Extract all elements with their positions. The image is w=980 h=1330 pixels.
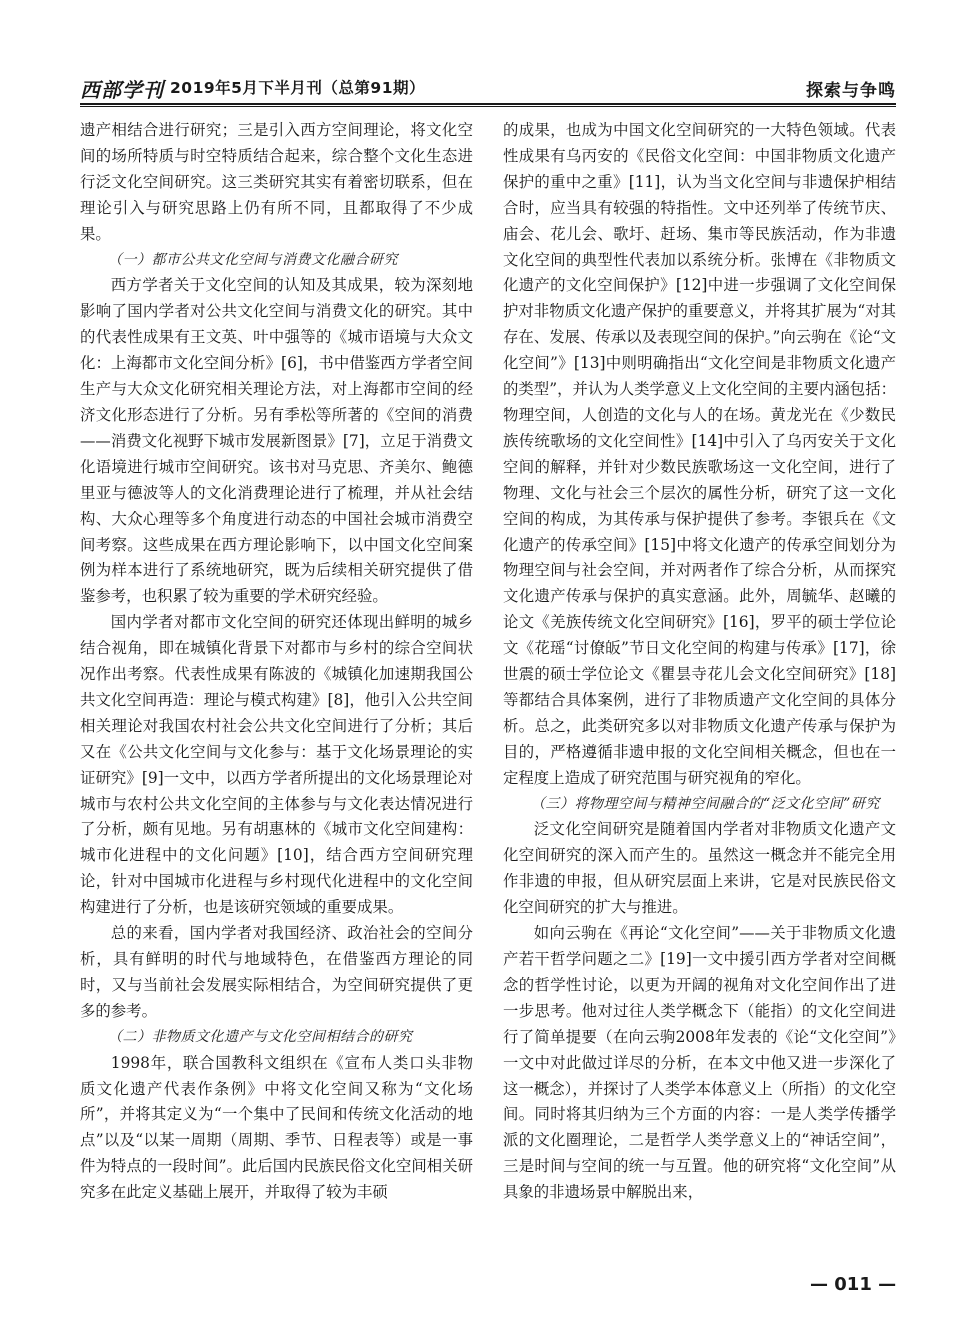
body-paragraph: 1998年，联合国教科文组织在《宣布人类口头非物质文化遗产代表作条例》中将文化空间又称为“文化场所”，并将其定义为“一个集中了民间和传统文化活动的地点”以及“以某一周期（周期、季节、日程表等）或是一事件为特点的一段时间”。此后国内民族民俗文化空间相关研究多在此定义基础上展开，并取得了较为丰硕 (80, 1053, 473, 1202)
section-name: 探索与争鸣 (806, 81, 896, 101)
issue-info: 2019年5月下半月刊（总第91期） (170, 79, 425, 97)
section-heading: （二）非物质文化遗产与文化空间相结合的研究 (108, 1028, 413, 1045)
body-paragraph: 总的来看，国内学者对我国经济、政治社会的空间分析，具有鲜明的时代与地域特色，在借鉴西方理论的同时，又与当前社会发展实际相结合，为空间研究提供了更多的参考。 (80, 924, 473, 1020)
section-heading: （一）都市公共文化空间与消费文化融合研究 (108, 251, 398, 268)
running-header (80, 70, 896, 104)
body-paragraph: 如向云驹在《再论“文化空间”——关于非物质文化遗产若干哲学问题之二》[19]一文中援引西方学者对空间概念的哲学性讨论，以更为开阔的视角对文化空间作出了进一步思考。他对过往人类学概念下（能指）的文化空间进行了简单提要（在向云驹2008年发表的《论“文化空间”》一文中对此做过详尽的分析，在本文中他又进一步深化了这一概念），并探讨了人类学本体意义上（所指）的文化空间。同时将其归纳为三个方面的内容：一是人类学传播学派的文化圈理论，二是哲学人类学意义上的“神话空间”，三是时间与空间的统一与互置。他的研究将“文化空间”从具象的非遗场景中解脱出来， (503, 924, 896, 1202)
journal-name: 西部学刊 (80, 78, 164, 102)
body-paragraph: 泛文化空间研究是随着国内学者对非物质文化遗产文化空间研究的深入而产生的。虽然这一概念并不能完全用作非遗的申报，但从研究层面上来讲，它是对民族民俗文化空间研究的扩大与推进。 (503, 820, 896, 917)
header-rule-thin (80, 106, 896, 107)
section-heading: （三）将物理空间与精神空间融合的“泛文化空间”研究 (531, 795, 880, 812)
page-number: — 011 — (810, 1274, 897, 1295)
body-paragraph: 遗产相结合进行研究；三是引入西方空间理论，将文化空间的场所特质与时空特质结合起来，综合整个文化生态进行泛文化空间研究。这三类研究其实有着密切联系，但在理论引入与研究思路上仍有所不同，且都取得了不少成果。 (80, 121, 473, 243)
right-column (503, 118, 896, 1206)
header-rule (80, 103, 896, 105)
left-column (80, 118, 473, 1206)
body-paragraph: 的成果，也成为中国文化空间研究的一大特色领域。代表性成果有乌丙安的《民俗文化空间：中国非物质文化遗产保护的重中之重》[11]，认为当文化空间与非遗保护相结合时，应当具有较强的特指性。文中还列举了传统节庆、庙会、花儿会、歌圩、赶场、集市等民族活动，作为非遗文化空间的典型性代表加以系统分析。张博在《非物质文化遗产的文化空间保护》[12]中进一步强调了文化空间保护对非物质文化遗产保护的重要意义，并将其扩展为“对其存在、发展、传承以及表现空间的保护。”向云驹在《论“文化空间”》[13]中则明确指出“文化空间是非物质文化遗产的类型”，并认为人类学意义上文化空间的主要内涵包括：物理空间，人创造的文化与人的在场。黄龙光在《少数民族传统歌场的文化空间性》[14]中引入了乌丙安关于文化空间的解释，并针对少数民族歌场这一文化空间，进行了物理、文化与社会三个层次的属性分析，研究了这一文化空间的构成，为其传承与保护提供了参考。李银兵在《文化遗产的传承空间》[15]中将文化遗产的传承空间划分为物理空间与社会空间，并对两者作了综合分析，从而探究文化遗产传承与保护的真实意涵。此外，周毓华、赵曦的论文《羌族传统文化空间研究》[16]，罗平的硕士学位论文《花瑶“讨僚皈”节日文化空间的构建与传承》[17]，徐世震的硕士学位论文《瞿昙寺花儿会文化空间研究》[18]等都结合具体案例，进行了非物质遗产文化空间的具体分析。总之，此类研究多以对非物质文化遗产传承与保护为目的，严格遵循非遗申报的文化空间相关概念，但也在一定程度上造成了研究范围与研究视角的窄化。 (503, 121, 896, 787)
body-paragraph: 西方学者关于文化空间的认知及其成果，较为深刻地影响了国内学者对公共文化空间与消费文化的研究。其中的代表性成果有王文英、叶中强等的《城市语境与大众文化：上海都市文化空间分析》[6]，书中借鉴西方学者空间生产与大众文化研究相关理论方法，对上海都市空间的经济文化形态进行了分析。另有季松等所著的《空间的消费——消费文化视野下城市发展新图景》[7]，立足于消费文化语境进行城市空间研究。该书对马克思、齐美尔、鲍德里亚与德波等人的文化消费理论进行了梳理，并从社会结构、大众心理等多个角度进行动态的中国社会城市消费空间考察。这些成果在西方理论影响下，以中国文化空间案例为样本进行了系统地研究，既为后续相关研究提供了借鉴参考，也积累了较为重要的学术研究经验。 (80, 276, 473, 606)
body-paragraph: 国内学者对都市文化空间的研究还体现出鲜明的城乡结合视角，即在城镇化背景下对都市与乡村的综合空间状况作出考察。代表性成果有陈波的《城镇化加速期我国公共文化空间再造：理论与模式构建》[8]，他引入公共空间相关理论对我国农村社会公共文化空间进行了分析；其后又在《公共文化空间与文化参与：基于文化场景理论的实证研究》[9]一文中，以西方学者所提出的文化场景理论对城市与农村公共文化空间的主体参与与文化表达情况进行了分析，颇有见地。另有胡惠林的《城市文化空间建构：城市化进程中的文化问题》[10]，结合西方空间研究理论，针对中国城市化进程与乡村现代化进程中的文化空间构建进行了分析，也是该研究领域的重要成果。 (80, 613, 473, 917)
